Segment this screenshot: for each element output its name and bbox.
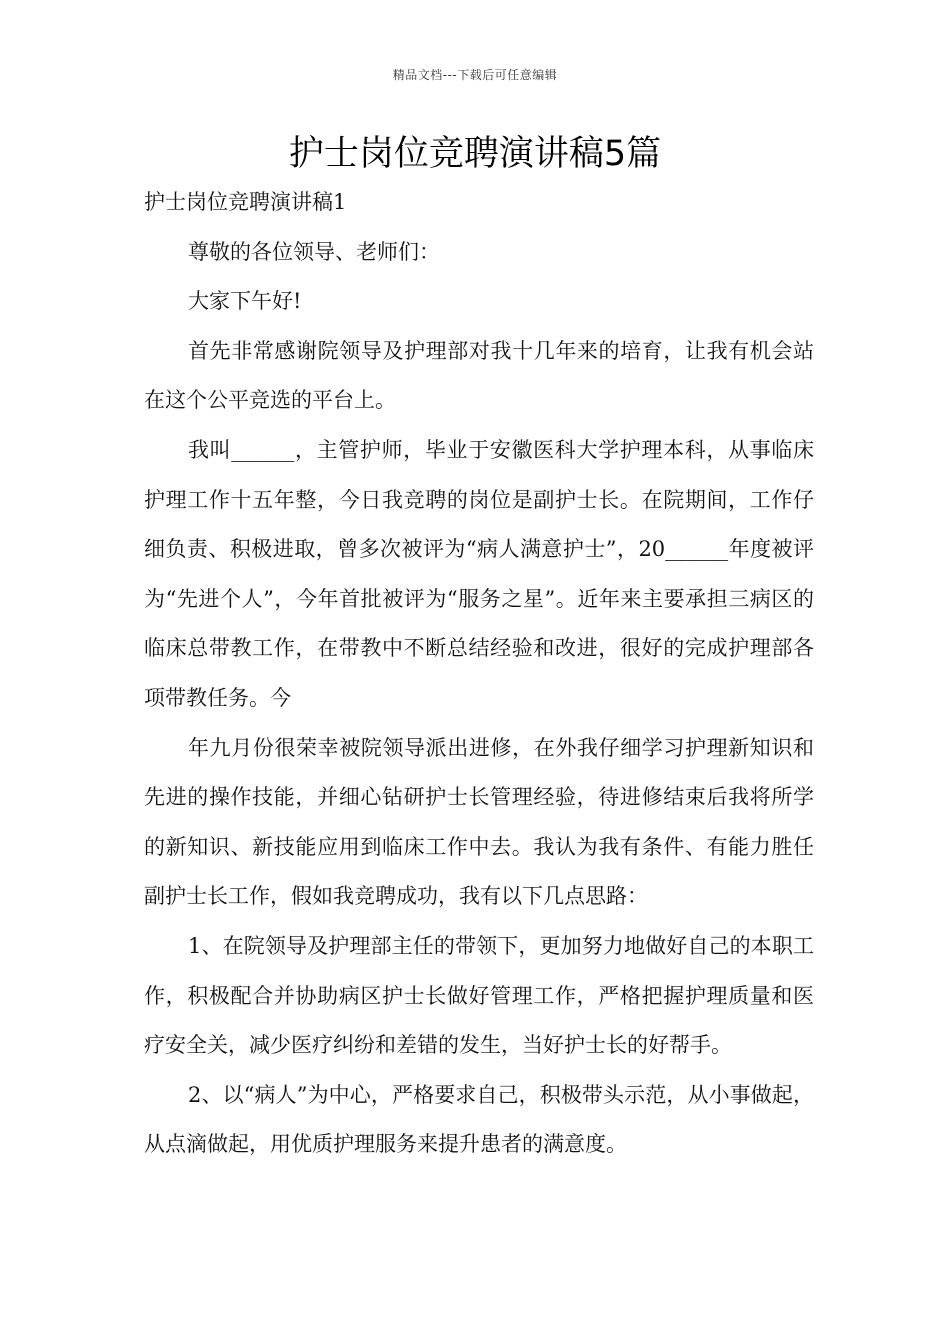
document-title: 护士岗位竞聘演讲稿5篇 xyxy=(288,134,662,174)
page-header-watermark: 精品文档---下载后可任意编辑 xyxy=(392,68,558,82)
document-body xyxy=(144,178,814,1170)
section-subheading: 护士岗位竞聘演讲稿1 xyxy=(144,190,347,214)
paragraph-greeting: 尊敬的各位领导、老师们： xyxy=(188,239,440,264)
paragraph-introduction: 我叫______，主管护师，毕业于安徽医科大学护理本科，从事临床护理工作十五年整，今日我竞聘的岗位是副护士长。在院期间，工作仔细负责、积极进取，曾多次被评为“病人满意护士”，20______年度被评为“先进个人”，今年首批被评为“服务之星”。近年来主要承担三病区的临床总带教工作，在带教中不断总结经验和改进，很好的完成护理部各项带教任务。今 xyxy=(144,437,814,710)
paragraph-salutation: 大家下午好! xyxy=(188,289,302,314)
paragraph-point-1: 1、在院领导及护理部主任的带领下，更加努力地做好自己的本职工作，积极配合并协助病区护士长做好管理工作，严格把握护理质量和医疗安全关，减少医疗纠纷和差错的发生，当好护士长的好帮手。 xyxy=(144,933,814,1058)
paragraph-training: 年九月份很荣幸被院领导派出进修，在外我仔细学习护理新知识和先进的操作技能，并细心钻研护士长管理经验，待进修结束后我将所学的新知识、新技能应用到临床工作中去。我认为我有条件、有能力胜任副护士长工作，假如我竞聘成功，我有以下几点思路： xyxy=(144,735,814,909)
paragraph-point-2: 2、以“病人”为中心，严格要求自己，积极带头示范，从小事做起，从点滴做起，用优质护理服务来提升患者的满意度。 xyxy=(144,1082,814,1157)
paragraph-thanks: 首先非常感谢院领导及护理部对我十几年来的培育，让我有机会站在这个公平竞选的平台上。 xyxy=(144,338,814,413)
